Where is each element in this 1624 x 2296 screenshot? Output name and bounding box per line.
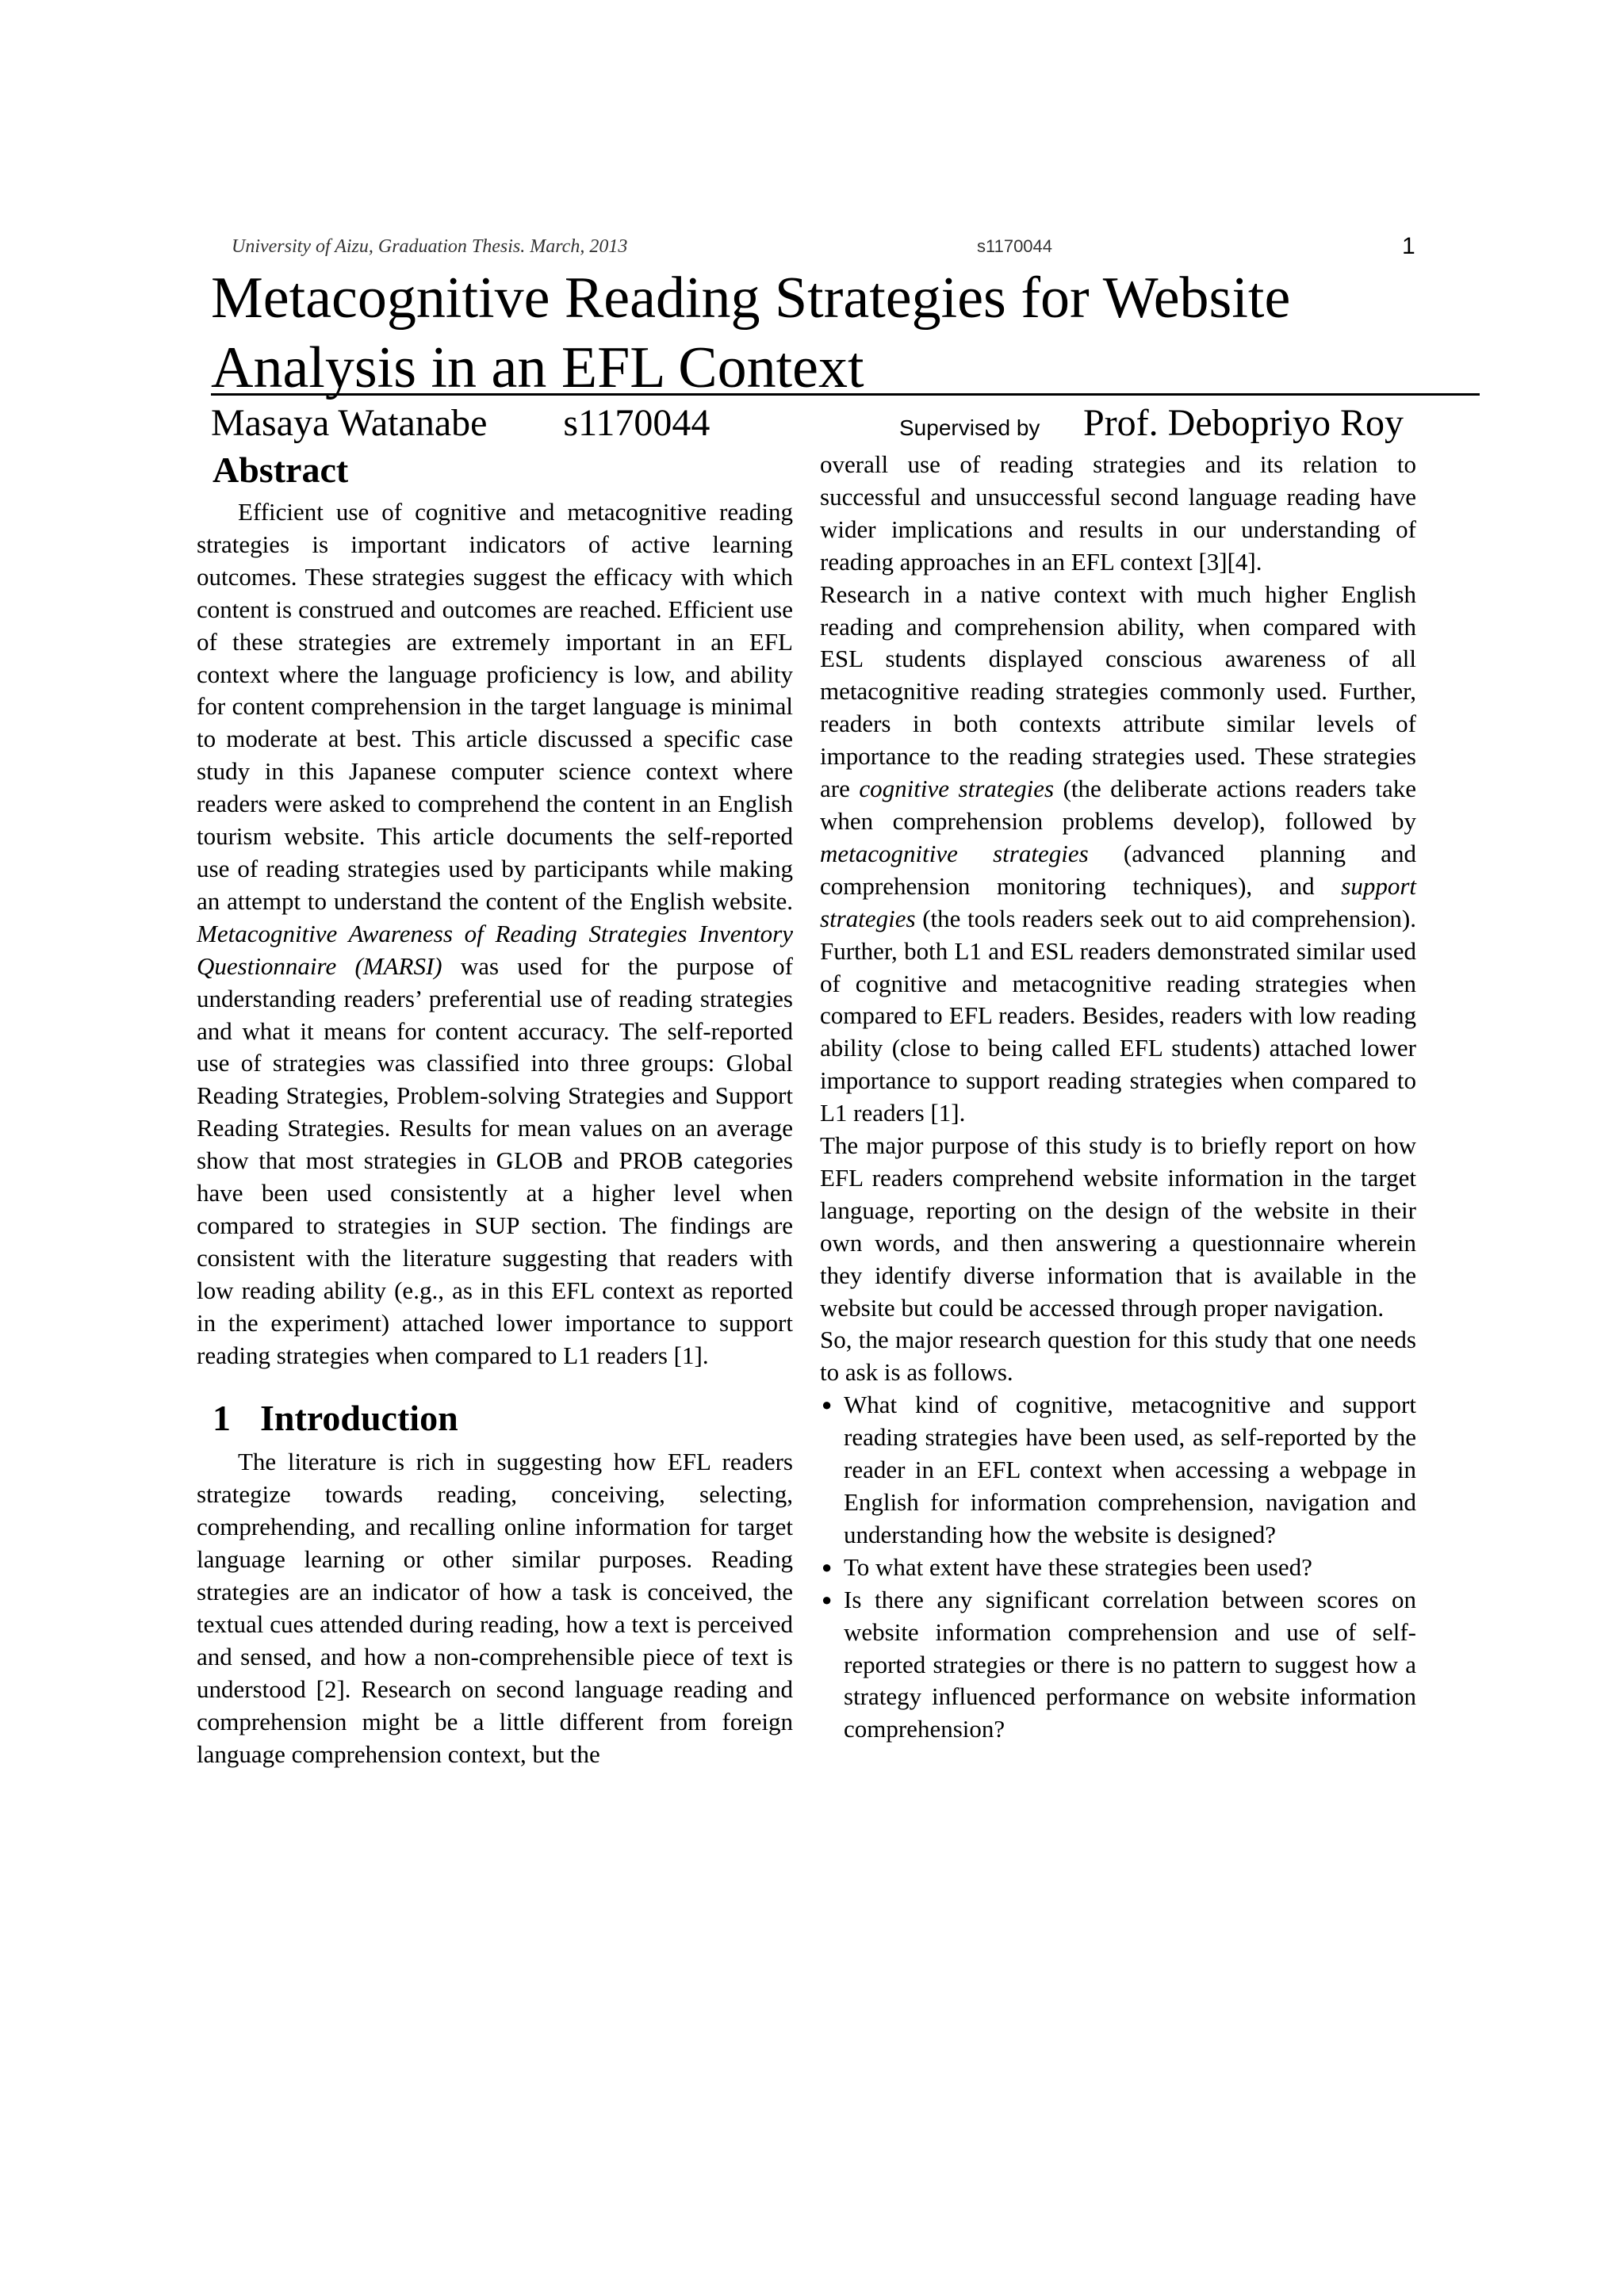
title-rule [211, 393, 1480, 396]
section-number: 1 [213, 1398, 231, 1439]
author-id: s1170044 [563, 402, 710, 444]
author-name: Masaya Watanabe [211, 402, 488, 444]
page-number: 1 [1402, 233, 1415, 259]
intro-paragraph-2 [820, 579, 1416, 1130]
list-item: ● What kind of cognitive, metacognitive and support reading strategies have been used, as self-reported by the reader in an EFL context when accessing a webpage in English for information comprehension, navigation and understanding how the website is designed? [820, 1389, 1416, 1552]
introduction-heading [213, 1399, 793, 1438]
abstract-p2: was used for the purpose of understanding readers’ preferential use of reading strategies and what it means for content accuracy. The self-reported use of strategies was classified into three groups: Global Reading Strategies, Problem-solving Strategies and Support Reading Strategies. Results for mean values on an average show that most strategies in GLOB and PROB categories have been used consistently at a higher level when compared to strategies in SUP section. The findings are consistent with the literature suggesting that readers with low reading ability (e.g., as in this EFL context as reported in the experiment) attached lower importance to support reading strategies when compared to L1 readers [1]. [197, 951, 794, 1369]
list-item: ● To what extent have these strategies been used? [820, 1552, 1416, 1584]
running-header: University of Aizu, Graduation Thesis. March, 2013 [232, 236, 628, 257]
section-title: Introduction [260, 1398, 458, 1439]
intro-paragraph-1: The literature is rich in suggesting how EFL readers strategize towards reading, conceiving, selecting, comprehending, and recalling online information for target language learning or other similar purposes. Reading strategies are an indicator of how a task is conceived, the textual cues attended during reading, how a text is perceived and sensed, and how a non-comprehensible piece of text is understood [2]. Research on second language reading and comprehension might be a little different from foreign language comprehension context, but the [197, 1448, 793, 1768]
abstract-p1: Efficient use of cognitive and metacognitive reading strategies is important indicators of active learning outcomes. These strategies suggest the efficacy with which content is construed and outcomes are reached. Efficient use of these strategies are extremely important in an EFL context where the language proficiency is low, and ability for content comprehension in the target language is minimal to moderate at best. This article discussed a specific case study in this Japanese computer science context where readers were asked to comprehend the content in an English tourism website. This article documents the self-reported use of reading strategies used by participants while making an attempt to understand the content of the English website. [197, 498, 793, 915]
term-support: support strategies [820, 871, 1416, 932]
intro-paragraph-4: So, the major research question for this study that one needs to ask is as follows. [820, 1326, 1416, 1387]
term-cognitive: cognitive strategies [859, 775, 1055, 803]
left-column [197, 450, 793, 1771]
list-item: ● Is there any significant correlation between scores on website information comprehension and use of self-reported strategies or there is no pattern to suggest how a strategy influenced performance on website information comprehension? [820, 1584, 1416, 1747]
marsi-term: Metacognitive Awareness of Reading Strategies Inventory Questionnaire (MARSI) [197, 919, 793, 980]
abstract-heading: Abstract [213, 450, 349, 490]
p2-part-c: (advanced planning and comprehension monitoring techniques), and [820, 839, 1417, 900]
abstract-text [197, 496, 793, 1372]
intro-paragraph-1-continued: overall use of reading strategies and its relation to successful and unsuccessful second language reading have wider implications and results in our understanding of reading approaches in an EFL context [3][4]. [820, 450, 1416, 576]
p2-part-d: (the tools readers seek out to aid comprehension). Further, both L1 and ESL readers demonstrated similar used of cognitive and metacognitive reading strategies when compared to EFL readers. Besides, readers with low reading ability (close to being called EFL students) attached lower importance to support reading strategies when compared to L1 readers [1]. [820, 904, 1416, 1127]
supervisor-name: Prof. Debopriyo Roy [1083, 402, 1404, 444]
research-questions [820, 1389, 1416, 1746]
right-column [820, 449, 1416, 1746]
p2-part-a: Research in a native context with much higher English reading and comprehension ability, when compared with ESL students displayed conscious awareness of all metacognitive reading strategies commonly used. Further, readers in both contexts attribute similar levels of importance to the reading strategies used. These strategies are [820, 580, 1416, 803]
p2-part-b: (the deliberate actions readers take when comprehension problems develop), followed by [820, 775, 1417, 835]
term-metacognitive: metacognitive strategies [820, 839, 1089, 867]
supervised-label: Supervised by [899, 415, 1040, 440]
intro-paragraph-3: The major purpose of this study is to briefly report on how EFL readers comprehend website information in the target language, reporting on the design of the website in their own words, and then answering a questionnaire wherein they identify diverse information that is available in the website but could be accessed through proper navigation. [820, 1131, 1416, 1322]
paper-title: Metacognitive Reading Strategies for Website Analysis in an EFL Context [211, 266, 1291, 400]
header-student-id: s1170044 [977, 236, 1053, 256]
author-line [211, 401, 710, 445]
